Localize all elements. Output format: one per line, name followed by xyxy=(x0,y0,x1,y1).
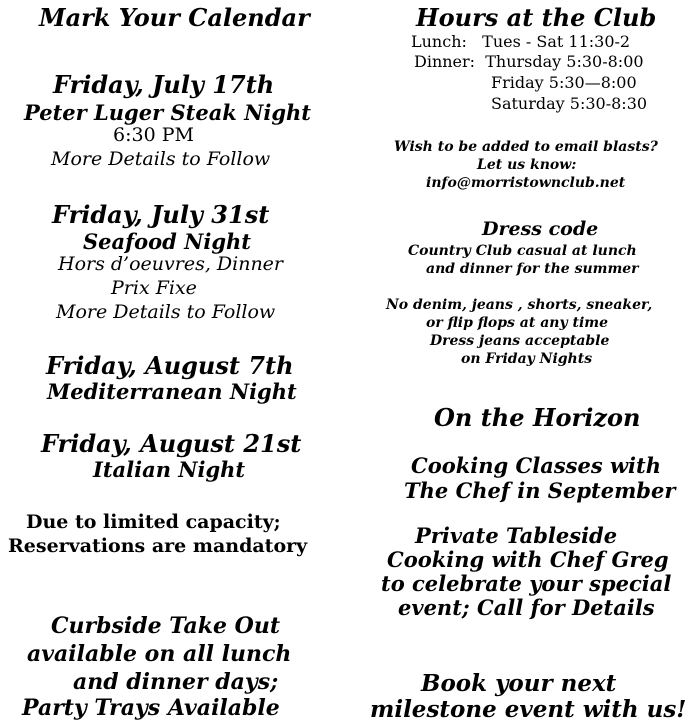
email-prompt-line: Let us know: xyxy=(477,157,577,173)
dress-code-line: and dinner for the summer xyxy=(426,261,639,277)
event-detail: More Details to Follow xyxy=(51,148,271,170)
takeout-line: and dinner days; xyxy=(73,669,279,695)
cooking-classes-line: The Chef in September xyxy=(404,478,676,503)
event-name: Seafood Night xyxy=(83,229,251,254)
dinner-hours: Dinner: Thursday 5:30-8:00 xyxy=(414,52,644,71)
dress-code-line: No denim, jeans , shorts, sneaker, xyxy=(386,297,653,313)
takeout-line: available on all lunch xyxy=(27,641,292,667)
friday-hours: Friday 5:30—8:00 xyxy=(491,73,637,92)
private-cooking-line: to celebrate your special xyxy=(381,571,672,596)
takeout-line: Party Trays Available xyxy=(22,695,280,721)
takeout-line: Curbside Take Out xyxy=(51,613,281,639)
dress-code-line: on Friday Nights xyxy=(461,351,593,367)
event-date: Friday, August 7th xyxy=(46,351,294,380)
email-address: info@morristownclub.net xyxy=(426,175,626,191)
event-name: Italian Night xyxy=(93,457,246,482)
event-date: Friday, July 17th xyxy=(53,70,275,99)
book-event-line: milestone event with us! xyxy=(370,696,687,723)
horizon-heading: On the Horizon xyxy=(434,403,641,432)
event-date: Friday, July 31st xyxy=(52,200,270,229)
event-detail: 6:30 PM xyxy=(113,124,194,146)
hours-heading: Hours at the Club xyxy=(416,3,657,32)
private-cooking-line: Private Tableside xyxy=(415,523,618,548)
event-detail: More Details to Follow xyxy=(56,301,276,323)
saturday-hours: Saturday 5:30-8:30 xyxy=(491,94,648,113)
dress-code-line: Country Club casual at lunch xyxy=(408,243,637,259)
event-detail: Prix Fixe xyxy=(111,277,197,299)
private-cooking-line: Cooking with Chef Greg xyxy=(387,547,669,572)
email-prompt: Wish to be added to email blasts? xyxy=(394,139,658,155)
capacity-notice: Due to limited capacity; xyxy=(26,511,281,533)
private-cooking-line: event; Call for Details xyxy=(398,595,655,620)
cooking-classes-line: Cooking Classes with xyxy=(411,453,661,478)
event-detail: Hors d’oeuvres, Dinner xyxy=(58,253,284,275)
book-event-line: Book your next xyxy=(421,670,617,697)
lunch-hours: Lunch: Tues - Sat 11:30-2 xyxy=(411,32,631,51)
event-name: Mediterranean Night xyxy=(47,379,297,404)
event-name: Peter Luger Steak Night xyxy=(24,100,311,125)
dress-code-line: or flip flops at any time xyxy=(426,315,608,331)
calendar-heading: Mark Your Calendar xyxy=(39,3,310,32)
dress-code-heading: Dress code xyxy=(482,218,599,240)
event-date: Friday, August 21st xyxy=(41,429,302,458)
dress-code-line: Dress jeans acceptable xyxy=(430,333,610,349)
reservation-notice: Reservations are mandatory xyxy=(8,535,308,557)
